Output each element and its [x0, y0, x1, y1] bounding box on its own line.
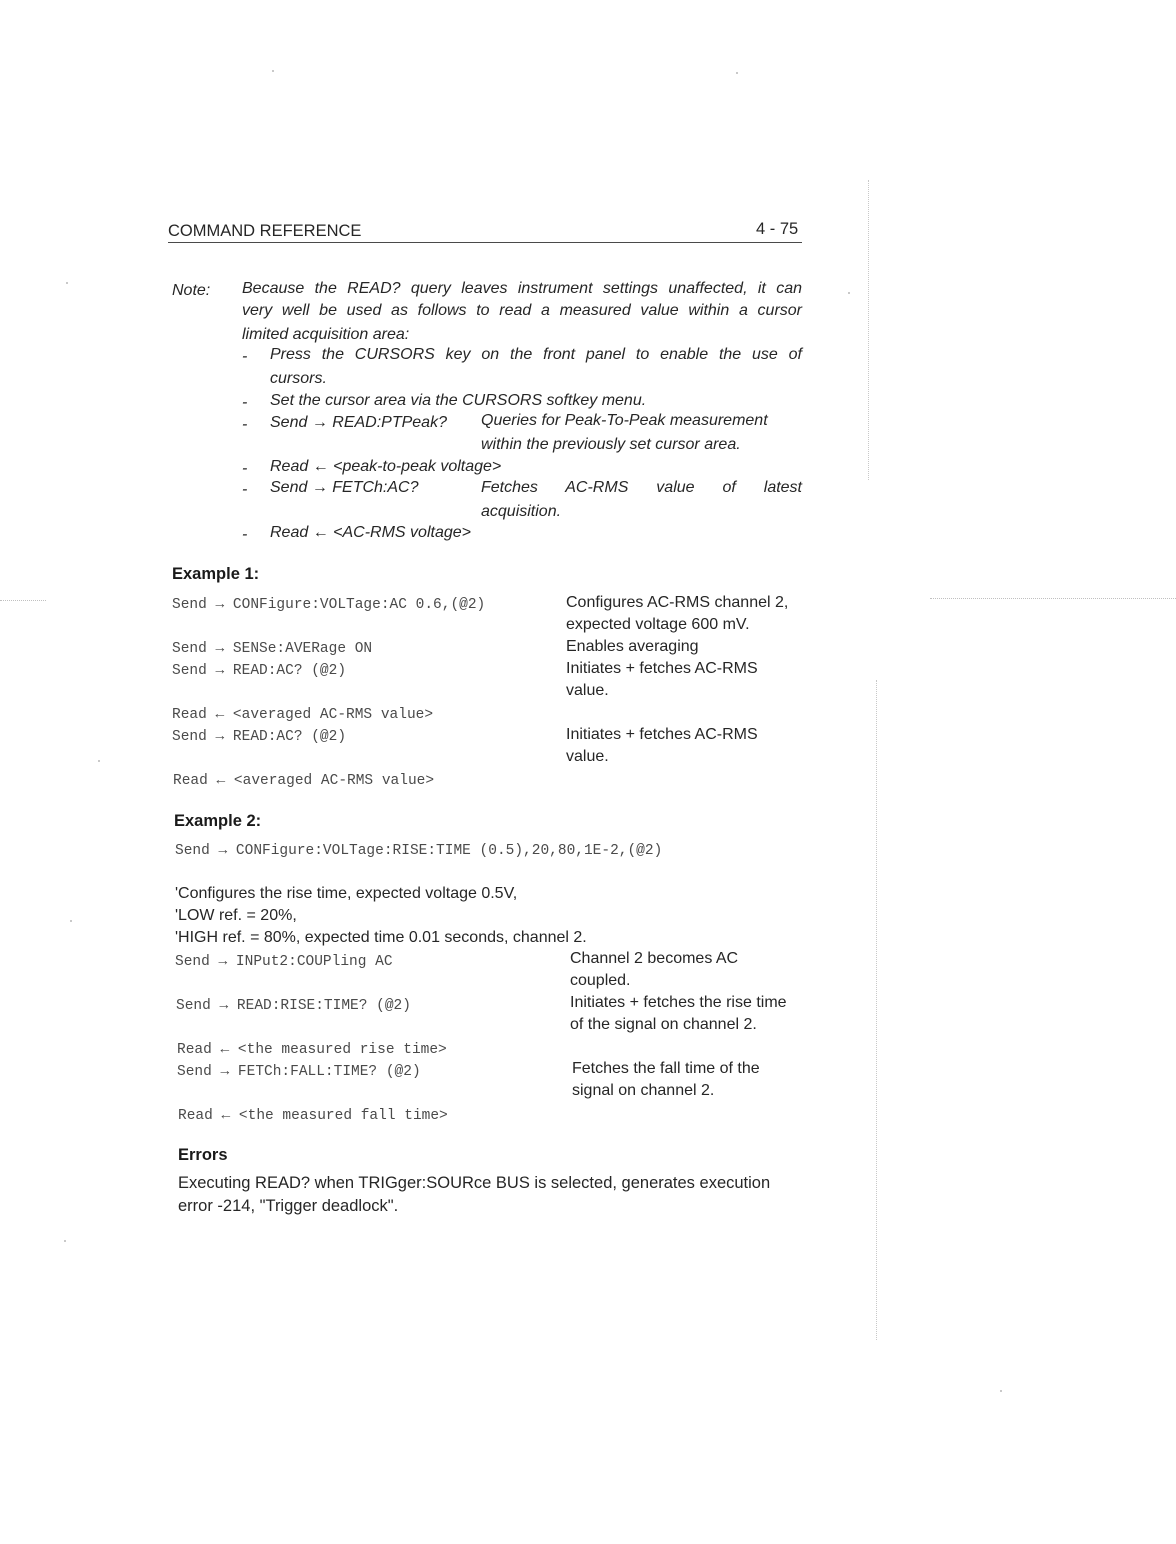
- scan-speck: [70, 920, 72, 922]
- note-bullet: -: [242, 394, 248, 411]
- scan-speck: [736, 72, 738, 74]
- example-1-code: Read ← <averaged AC-RMS value>: [173, 773, 435, 789]
- scan-edge-right: [930, 598, 1176, 599]
- example-1-code: Send → READ:AC? (@2): [172, 729, 347, 745]
- note-step-desc: Queries for Peak-To-Peak measurement: [481, 412, 768, 429]
- note-step-text: Read ← <peak-to-peak voltage>: [270, 458, 502, 475]
- example-2-desc: of the signal on channel 2.: [570, 1016, 757, 1033]
- note-bullet: -: [242, 460, 248, 477]
- page-number: 4 - 75: [756, 220, 799, 238]
- scan-speck: [848, 292, 850, 294]
- example-2-desc: Channel 2 becomes AC: [570, 950, 739, 967]
- example-2-heading: Example 2:: [174, 812, 262, 830]
- note-step-desc: Fetches AC-RMS value of latest: [481, 479, 802, 496]
- example-1-desc: value.: [566, 682, 609, 699]
- scan-speck: [66, 282, 68, 284]
- scan-speck: [64, 1240, 66, 1242]
- example-1-code: Read ← <averaged AC-RMS value>: [172, 707, 434, 723]
- scan-speck: [98, 760, 100, 762]
- scan-speck: [1000, 1390, 1002, 1392]
- example-1-desc: Enables averaging: [566, 638, 699, 655]
- note-step-text: Read ← <AC-RMS voltage>: [270, 524, 471, 541]
- example-1-desc: Initiates + fetches AC-RMS: [566, 726, 758, 743]
- example-1-desc: Initiates + fetches AC-RMS: [566, 660, 758, 677]
- scan-edge-left: [0, 600, 46, 601]
- example-2-command: Send → CONFigure:VOLTage:RISE:TIME (0.5),20,80,1E-2,(@2): [175, 843, 663, 859]
- example-2-desc: coupled.: [570, 972, 631, 989]
- example-1-desc: value.: [566, 748, 609, 765]
- running-header-title: COMMAND REFERENCE: [168, 222, 362, 240]
- example-1-desc: expected voltage 600 mV.: [566, 616, 750, 633]
- note-step-text: Set the cursor area via the CURSORS softkey menu.: [270, 392, 647, 409]
- scan-margin-line-1: [868, 180, 869, 480]
- example-2-code: Send → INPut2:COUPling AC: [175, 954, 393, 970]
- note-step-desc: within the previously set cursor area.: [481, 436, 741, 453]
- example-1-desc: Configures AC-RMS channel 2,: [566, 594, 789, 611]
- note-bullet: -: [242, 481, 248, 498]
- example-1-heading: Example 1:: [172, 565, 260, 583]
- note-intro-line: limited acquisition area:: [242, 326, 410, 343]
- example-2-desc: signal on channel 2.: [572, 1082, 715, 1099]
- header-rule: [168, 242, 802, 243]
- note-intro-line: very well be used as follows to read a measured value within a cursor: [242, 302, 802, 319]
- example-2-comment: 'LOW ref. = 20%,: [175, 907, 297, 924]
- example-1-code: Send → SENSe:AVERage ON: [172, 641, 373, 657]
- note-step-text: cursors.: [270, 370, 327, 387]
- scan-margin-line-2: [876, 680, 877, 1340]
- example-2-desc: Initiates + fetches the rise time: [570, 994, 787, 1011]
- errors-heading: Errors: [178, 1146, 228, 1164]
- example-2-code: Send → FETCh:FALL:TIME? (@2): [177, 1064, 421, 1080]
- note-step-command: Send → READ:PTPeak?: [270, 414, 447, 431]
- example-2-code: Read ← <the measured rise time>: [177, 1042, 447, 1058]
- example-2-comment: 'Configures the rise time, expected voltage 0.5V,: [175, 885, 518, 902]
- note-bullet: -: [242, 416, 248, 433]
- example-1-code: Send → CONFigure:VOLTage:AC 0.6,(@2): [172, 597, 486, 613]
- example-2-code: Read ← <the measured fall time>: [178, 1108, 448, 1124]
- example-2-desc: Fetches the fall time of the: [572, 1060, 760, 1077]
- example-2-comment: 'HIGH ref. = 80%, expected time 0.01 seconds, channel 2.: [175, 929, 587, 946]
- note-step-desc: acquisition.: [481, 503, 562, 520]
- example-1-code: Send → READ:AC? (@2): [172, 663, 347, 679]
- errors-text-line: error -214, "Trigger deadlock".: [178, 1197, 399, 1215]
- note-step-command: Send → FETCh:AC?: [270, 479, 419, 496]
- note-bullet: -: [242, 348, 248, 365]
- errors-text-line: Executing READ? when TRIGger:SOURce BUS is selected, generates execution: [178, 1174, 771, 1192]
- note-label: Note:: [172, 282, 211, 299]
- note-step-text: Press the CURSORS key on the front panel to enable the use of: [270, 346, 802, 363]
- scan-speck: [272, 70, 274, 72]
- note-intro-line: Because the READ? query leaves instrument settings unaffected, it can: [242, 280, 802, 297]
- note-bullet: -: [242, 526, 248, 543]
- example-2-code: Send → READ:RISE:TIME? (@2): [176, 998, 411, 1014]
